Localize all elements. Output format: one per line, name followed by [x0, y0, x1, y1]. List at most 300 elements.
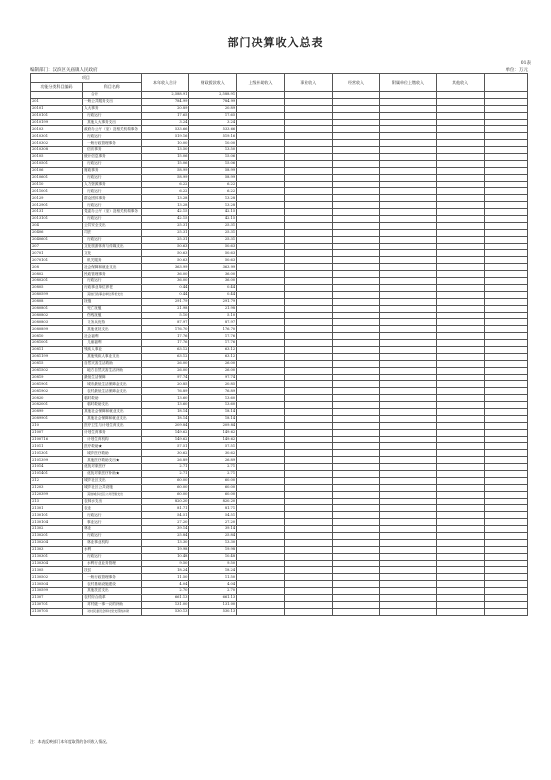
cell-subordinate	[380, 505, 436, 512]
cell-blank	[484, 353, 528, 360]
cell-blank	[484, 581, 528, 588]
cell-total: 291.79	[141, 298, 189, 305]
cell-operating	[332, 512, 380, 519]
cell-total: 820.20	[141, 498, 189, 505]
cell-code: 2130104	[31, 519, 83, 526]
cell-blank	[484, 236, 528, 243]
cell-name: 城乡社区支出	[83, 477, 142, 484]
cell-other	[436, 98, 484, 105]
table-row	[31, 346, 528, 353]
cell-business	[284, 133, 332, 140]
cell-fiscal: 50.63	[189, 243, 237, 250]
cell-superior	[237, 567, 285, 574]
cell-subordinate	[380, 98, 436, 105]
cell-blank	[484, 257, 528, 264]
cell-code: 21307	[31, 595, 83, 602]
cell-other	[436, 608, 484, 615]
cell-name: 临时救助	[83, 395, 142, 402]
table-row	[31, 92, 528, 99]
cell-superior	[237, 546, 285, 553]
cell-subordinate	[380, 457, 436, 464]
cell-business	[284, 367, 332, 374]
cell-superior	[237, 553, 285, 560]
cell-code: 20406	[31, 229, 83, 236]
cell-total: 36.00	[141, 278, 189, 285]
cell-blank	[484, 546, 528, 553]
cell-fiscal: 13.60	[189, 395, 237, 402]
cell-blank	[484, 98, 528, 105]
cell-total: 533.66	[141, 126, 189, 133]
cell-code: 20805	[31, 284, 83, 291]
cell-subordinate	[380, 360, 436, 367]
cell-name: 其他优抚支出	[83, 326, 142, 333]
cell-fiscal: 6.22	[189, 181, 237, 188]
cell-fiscal: 15.06	[189, 160, 237, 167]
cell-subordinate	[380, 533, 436, 540]
cell-name: 行政运行	[83, 533, 142, 540]
cell-fiscal: 97.74	[189, 374, 237, 381]
cell-subordinate	[380, 119, 436, 126]
cell-other	[436, 588, 484, 595]
cell-fiscal: 2,588.91	[189, 92, 237, 99]
cell-blank	[484, 229, 528, 236]
cell-fiscal: 784.99	[189, 98, 237, 105]
cell-total: 36.00	[141, 271, 189, 278]
cell-total: 60.00	[141, 477, 189, 484]
cell-superior	[237, 526, 285, 533]
cell-blank	[484, 374, 528, 381]
cell-superior	[237, 595, 285, 602]
cell-other	[436, 574, 484, 581]
cell-name: 一般公共服务支出	[83, 98, 142, 105]
cell-subordinate	[380, 236, 436, 243]
cell-name: 城乡社区公共设施	[83, 484, 142, 491]
cell-subordinate	[380, 250, 436, 257]
table-row	[31, 133, 528, 140]
cell-fiscal: 519.16	[189, 133, 237, 140]
cell-code: 2130502	[31, 574, 83, 581]
cell-business	[284, 388, 332, 395]
table-row	[31, 257, 528, 264]
cell-name: 一般行政管理事务	[83, 574, 142, 581]
cell-subordinate	[380, 560, 436, 567]
cell-other	[436, 312, 484, 319]
cell-superior	[237, 415, 285, 422]
table-row	[31, 498, 528, 505]
cell-total: 63.12	[141, 353, 189, 360]
cell-code: 2081901	[31, 381, 83, 388]
cell-blank	[484, 147, 528, 154]
table-row	[31, 195, 528, 202]
cell-business	[284, 408, 332, 415]
table-row	[31, 588, 528, 595]
cell-code: 2130705	[31, 608, 83, 615]
cell-blank	[484, 105, 528, 112]
cell-superior	[237, 92, 285, 99]
cell-total: 54.51	[141, 512, 189, 519]
cell-name: 群众团体事务	[83, 195, 142, 202]
cell-blank	[484, 133, 528, 140]
cell-operating	[332, 333, 380, 340]
table-row	[31, 436, 528, 443]
header-code: 功能分类科目编码	[31, 83, 83, 92]
table-row	[31, 388, 528, 395]
cell-superior	[237, 464, 285, 471]
cell-blank	[484, 305, 528, 312]
cell-business	[284, 140, 332, 147]
cell-fiscal: 26.00	[189, 367, 237, 374]
cell-subordinate	[380, 140, 436, 147]
cell-subordinate	[380, 367, 436, 374]
cell-fiscal: 10.00	[189, 140, 237, 147]
cell-other	[436, 422, 484, 429]
cell-total: 20.89	[141, 105, 189, 112]
cell-blank	[484, 498, 528, 505]
cell-superior	[237, 167, 285, 174]
cell-total: 17.76	[141, 333, 189, 340]
cell-subordinate	[380, 484, 436, 491]
cell-subordinate	[380, 395, 436, 402]
cell-subordinate	[380, 188, 436, 195]
cell-blank	[484, 519, 528, 526]
cell-operating	[332, 271, 380, 278]
cell-name: 人大事务	[83, 105, 142, 112]
table-row	[31, 160, 528, 167]
cell-subordinate	[380, 429, 436, 436]
cell-subordinate	[380, 546, 436, 553]
cell-name: 行政运行	[83, 216, 142, 223]
cell-blank	[484, 491, 528, 498]
cell-name: 农村综合改革	[83, 595, 142, 602]
cell-fiscal: 25.84	[189, 533, 237, 540]
cell-business	[284, 222, 332, 229]
cell-blank	[484, 188, 528, 195]
cell-other	[436, 457, 484, 464]
cell-total: 15.06	[141, 154, 189, 161]
cell-other	[436, 271, 484, 278]
cell-operating	[332, 105, 380, 112]
cell-total: 2,588.91	[141, 92, 189, 99]
cell-fiscal: 11.50	[189, 574, 237, 581]
cell-subordinate	[380, 408, 436, 415]
cell-total: 20.85	[141, 381, 189, 388]
cell-business	[284, 312, 332, 319]
cell-total: 176.70	[141, 326, 189, 333]
cell-blank	[484, 429, 528, 436]
cell-total: 50.63	[141, 250, 189, 257]
cell-fiscal: 63.12	[189, 353, 237, 360]
cell-superior	[237, 581, 285, 588]
cell-business	[284, 422, 332, 429]
cell-subordinate	[380, 229, 436, 236]
cell-fiscal: 50.63	[189, 250, 237, 257]
cell-fiscal: 26.89	[189, 457, 237, 464]
table-row	[31, 477, 528, 484]
cell-business	[284, 209, 332, 216]
cell-business	[284, 450, 332, 457]
cell-business	[284, 539, 332, 546]
cell-fiscal: 58.99	[189, 167, 237, 174]
cell-blank	[484, 333, 528, 340]
cell-other	[436, 257, 484, 264]
cell-total: 25.31	[141, 222, 189, 229]
cell-subordinate	[380, 216, 436, 223]
cell-other	[436, 319, 484, 326]
cell-blank	[484, 222, 528, 229]
cell-name: 农村最低生活保障金支出	[83, 388, 142, 395]
cell-code: 2011001	[31, 188, 83, 195]
cell-operating	[332, 209, 380, 216]
cell-blank	[484, 450, 528, 457]
cell-subordinate	[380, 105, 436, 112]
cell-blank	[484, 422, 528, 429]
cell-superior	[237, 271, 285, 278]
table-row	[31, 553, 528, 560]
cell-name: 死亡抚恤	[83, 305, 142, 312]
cell-subordinate	[380, 209, 436, 216]
cell-code: 2081199	[31, 353, 83, 360]
cell-superior	[237, 333, 285, 340]
cell-blank	[484, 284, 528, 291]
cell-operating	[332, 195, 380, 202]
cell-fiscal: 25.31	[189, 236, 237, 243]
cell-operating	[332, 147, 380, 154]
cell-total: 13.60	[141, 402, 189, 409]
cell-subordinate	[380, 133, 436, 140]
cell-blank	[484, 126, 528, 133]
cell-name: 一般行政管理事务	[83, 140, 142, 147]
cell-total: 4.04	[141, 581, 189, 588]
cell-name: 其他社会保障和就业支出	[83, 415, 142, 422]
cell-name: 民政管理事务	[83, 271, 142, 278]
cell-superior	[237, 601, 285, 608]
cell-other	[436, 291, 484, 298]
cell-total: 784.99	[141, 98, 189, 105]
cell-superior	[237, 250, 285, 257]
cell-operating	[332, 174, 380, 181]
cell-superior	[237, 126, 285, 133]
table-row	[31, 298, 528, 305]
cell-total: 17.65	[141, 112, 189, 119]
cell-name: 行政运行	[83, 202, 142, 209]
table-row	[31, 319, 528, 326]
cell-subordinate	[380, 291, 436, 298]
cell-blank	[484, 181, 528, 188]
cell-subordinate	[380, 512, 436, 519]
cell-operating	[332, 470, 380, 477]
cell-subordinate	[380, 519, 436, 526]
cell-blank	[484, 264, 528, 271]
cell-business	[284, 105, 332, 112]
cell-business	[284, 429, 332, 436]
cell-subordinate	[380, 381, 436, 388]
cell-code: 2010199	[31, 119, 83, 126]
cell-operating	[332, 408, 380, 415]
cell-business	[284, 374, 332, 381]
table-row	[31, 112, 528, 119]
cell-name: 林业	[83, 526, 142, 533]
cell-business	[284, 395, 332, 402]
cell-name: 水利	[83, 546, 142, 553]
cell-name: 义务兵优待	[83, 319, 142, 326]
table-row	[31, 222, 528, 229]
cell-name: 信访事务	[83, 147, 142, 154]
cell-fiscal: 131.00	[189, 601, 237, 608]
cell-operating	[332, 154, 380, 161]
cell-name: 社会保障和就业支出	[83, 264, 142, 271]
cell-operating	[332, 126, 380, 133]
cell-blank	[484, 119, 528, 126]
cell-fiscal: 15.06	[189, 154, 237, 161]
cell-business	[284, 470, 332, 477]
cell-name: 城市最低生活保障金支出	[83, 381, 142, 388]
cell-operating	[332, 581, 380, 588]
table-row	[31, 367, 528, 374]
cell-superior	[237, 574, 285, 581]
cell-superior	[237, 608, 285, 615]
cell-business	[284, 505, 332, 512]
cell-operating	[332, 422, 380, 429]
cell-total: 26.89	[141, 457, 189, 464]
cell-blank	[484, 560, 528, 567]
cell-superior	[237, 512, 285, 519]
cell-other	[436, 236, 484, 243]
cell-operating	[332, 546, 380, 553]
cell-fiscal: 60.00	[189, 484, 237, 491]
cell-subordinate	[380, 346, 436, 353]
cell-code: 2080599	[31, 291, 83, 298]
cell-business	[284, 402, 332, 409]
cell-blank	[484, 608, 528, 615]
cell-other	[436, 160, 484, 167]
cell-superior	[237, 319, 285, 326]
header-operating: 经营收入	[332, 74, 380, 92]
table-row	[31, 491, 528, 498]
cell-subordinate	[380, 284, 436, 291]
cell-blank	[484, 477, 528, 484]
cell-subordinate	[380, 498, 436, 505]
table-row	[31, 326, 528, 333]
cell-business	[284, 546, 332, 553]
cell-superior	[237, 498, 285, 505]
cell-blank	[484, 367, 528, 374]
cell-subordinate	[380, 147, 436, 154]
cell-operating	[332, 464, 380, 471]
cell-other	[436, 298, 484, 305]
cell-name: 计划生育机构	[83, 436, 142, 443]
cell-operating	[332, 202, 380, 209]
cell-other	[436, 229, 484, 236]
table-row	[31, 408, 528, 415]
cell-superior	[237, 195, 285, 202]
cell-code: 20105	[31, 154, 83, 161]
table-row	[31, 271, 528, 278]
cell-business	[284, 147, 332, 154]
cell-code: 21301	[31, 505, 83, 512]
cell-superior	[237, 560, 285, 567]
cell-code	[31, 92, 83, 99]
cell-business	[284, 484, 332, 491]
cell-total: 519.16	[141, 133, 189, 140]
cell-other	[436, 539, 484, 546]
cell-fiscal: 18.14	[189, 408, 237, 415]
cell-other	[436, 209, 484, 216]
cell-name: 其他人大事务支出	[83, 119, 142, 126]
cell-subordinate	[380, 126, 436, 133]
cell-operating	[332, 539, 380, 546]
cell-name: 地方自然灾害生活补助	[83, 367, 142, 374]
cell-operating	[332, 133, 380, 140]
cell-subordinate	[380, 305, 436, 312]
cell-operating	[332, 381, 380, 388]
cell-name: 其他城乡社区公共设施支出	[83, 491, 142, 498]
cell-operating	[332, 112, 380, 119]
cell-code: 2013101	[31, 216, 83, 223]
cell-blank	[484, 408, 528, 415]
cell-subordinate	[380, 174, 436, 181]
cell-name: 党委办公厅（室）及相关机构事务	[83, 209, 142, 216]
cell-superior	[237, 264, 285, 271]
cell-blank	[484, 209, 528, 216]
cell-blank	[484, 92, 528, 99]
cell-subordinate	[380, 181, 436, 188]
cell-total: 25.31	[141, 236, 189, 243]
cell-operating	[332, 346, 380, 353]
cell-superior	[237, 133, 285, 140]
header-name: 科目名称	[83, 83, 142, 92]
cell-subordinate	[380, 257, 436, 264]
cell-name: 医疗卫生与计划生育支出	[83, 422, 142, 429]
cell-total: 76.89	[141, 388, 189, 395]
cell-code: 2080801	[31, 305, 83, 312]
cell-superior	[237, 105, 285, 112]
cell-name: 行政运行	[83, 512, 142, 519]
cell-code: 201	[31, 98, 83, 105]
cell-fiscal: 25.31	[189, 229, 237, 236]
cell-fiscal: 21.98	[189, 305, 237, 312]
cell-superior	[237, 216, 285, 223]
cell-business	[284, 319, 332, 326]
cell-operating	[332, 216, 380, 223]
cell-other	[436, 360, 484, 367]
cell-other	[436, 464, 484, 471]
cell-business	[284, 333, 332, 340]
cell-code: 2130204	[31, 539, 83, 546]
cell-total: 18.14	[141, 408, 189, 415]
cell-other	[436, 491, 484, 498]
cell-name: 行政事业单位养老	[83, 284, 142, 291]
cell-business	[284, 257, 332, 264]
cell-subordinate	[380, 154, 436, 161]
table-row	[31, 560, 528, 567]
cell-code: 2081502	[31, 367, 83, 374]
cell-blank	[484, 195, 528, 202]
cell-operating	[332, 553, 380, 560]
cell-blank	[484, 298, 528, 305]
cell-name: 水利行业业务管理	[83, 560, 142, 567]
cell-name: 文化	[83, 250, 142, 257]
table-row	[31, 98, 528, 105]
cell-business	[284, 346, 332, 353]
cell-business	[284, 443, 332, 450]
cell-superior	[237, 305, 285, 312]
cell-total: 58.99	[141, 167, 189, 174]
cell-superior	[237, 257, 285, 264]
cell-code: 2130504	[31, 581, 83, 588]
cell-business	[284, 381, 332, 388]
cell-fiscal: 5.10	[189, 312, 237, 319]
cell-superior	[237, 209, 285, 216]
